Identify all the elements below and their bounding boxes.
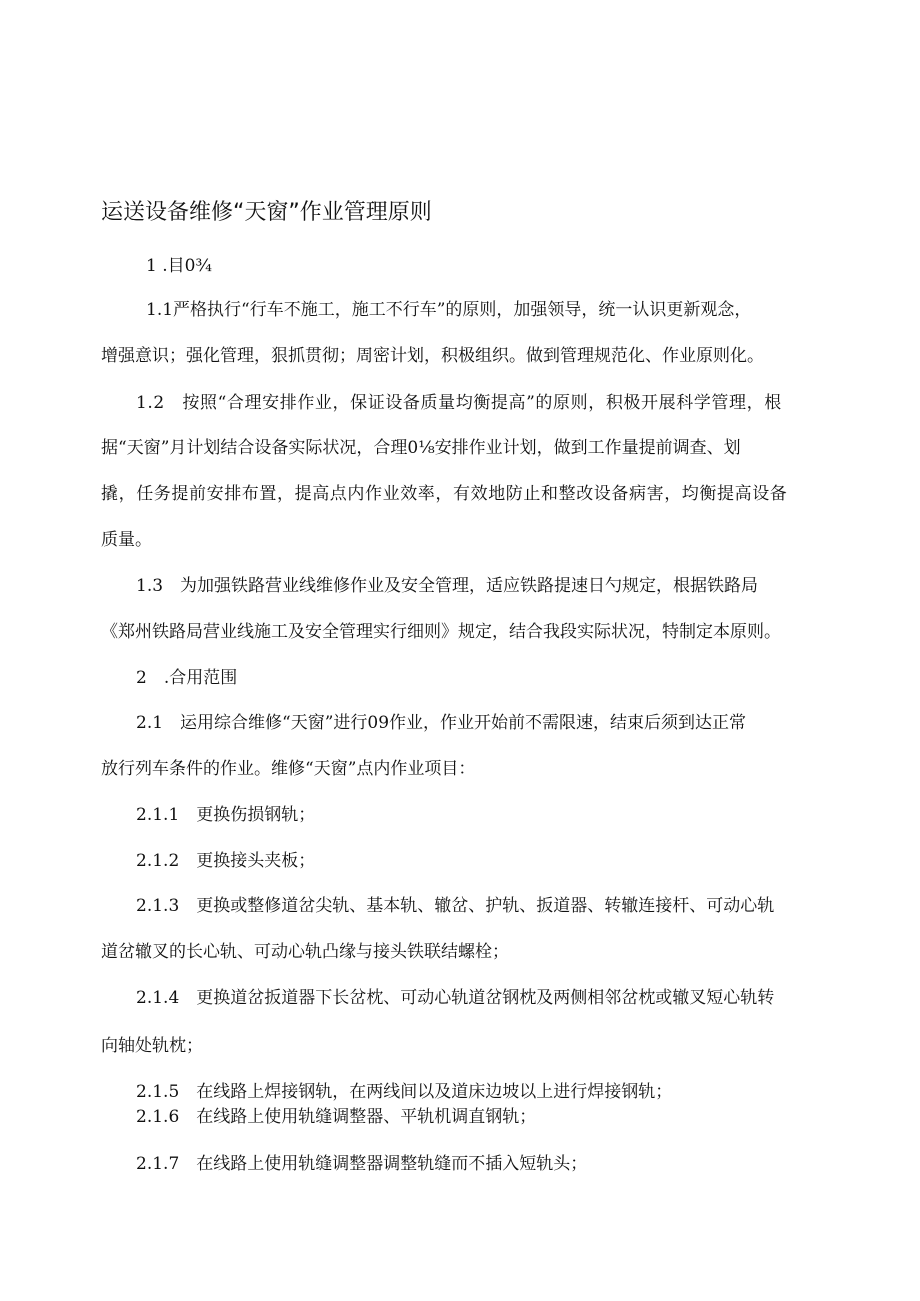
section-heading-2: 2 .合用范围	[136, 668, 238, 688]
list-item: 2.1.5 在线路上焊接钢轨，在两线间以及道床边坡以上进行焊接钢轨；	[136, 1082, 673, 1102]
list-item-continuation: 道岔辙叉的长心轨、可动心轨凸缘与接头铁联结螺栓；	[101, 942, 509, 962]
paragraph-line: 1.2 按照“合理安排作业，保证设备质量均衡提高”的原则，积极开展科学管理，根	[136, 393, 782, 413]
paragraph-line: 增强意识；强化管理，狠抓贯彻；周密计划，积极组织。做到管理规范化、作业原则化。	[101, 346, 764, 366]
list-item-continuation: 向轴处轨枕；	[101, 1036, 203, 1056]
list-item: 2.1.3 更换或整修道岔尖轨、基本轨、辙岔、护轨、扳道器、转辙连接杆、可动心轨	[136, 896, 775, 916]
document-title: 运送设备维修“天窗”作业管理原则	[101, 200, 432, 225]
paragraph-line: 1.3 为加强铁路营业线维修作业及安全管理，适应铁路提速日勺规定，根据铁路局	[136, 576, 759, 596]
list-item: 2.1.7 在线路上使用轨缝调整器调整轨缝而不插入短轨头；	[136, 1154, 588, 1174]
paragraph-line: 《郑州铁路局营业线施工及安全管理实行细则》规定，结合我段实际状况，特制定本原则。	[101, 622, 781, 642]
list-item: 2.1.6 在线路上使用轨缝调整器、平轨机调直钢轨；	[136, 1107, 537, 1127]
list-item: 2.1.1 更换伤损钢轨；	[136, 805, 316, 825]
paragraph-line: 2.1 运用综合维修“天窗”进行09作业，作业开始前不需限速，结束后须到达正常	[136, 713, 747, 733]
list-item: 2.1.2 更换接头夹板；	[136, 851, 316, 871]
paragraph-line: 质量。	[101, 530, 152, 550]
paragraph-line: 据“天窗”月计划结合设备实际状况，合理0⅛安排作业计划，做到工作量提前调查、划	[101, 438, 741, 458]
paragraph-line: 1.1严格执行“行车不施工，施工不行车”的原则，加强领导，统一认识更新观念，	[146, 300, 752, 320]
list-item: 2.1.4 更换道岔扳道器下长岔枕、可动心轨道岔钢枕及两侧相邻岔枕或辙叉短心轨转	[136, 988, 775, 1008]
paragraph-line: 撬，任务提前安排布置，提高点内作业效率，有效地防止和整改设备病害，均衡提高设备	[101, 484, 788, 504]
section-heading-1: 1 .目0¾	[146, 256, 212, 276]
paragraph-line: 放行列车条件的作业。维修“天窗”点内作业项目：	[101, 759, 476, 779]
